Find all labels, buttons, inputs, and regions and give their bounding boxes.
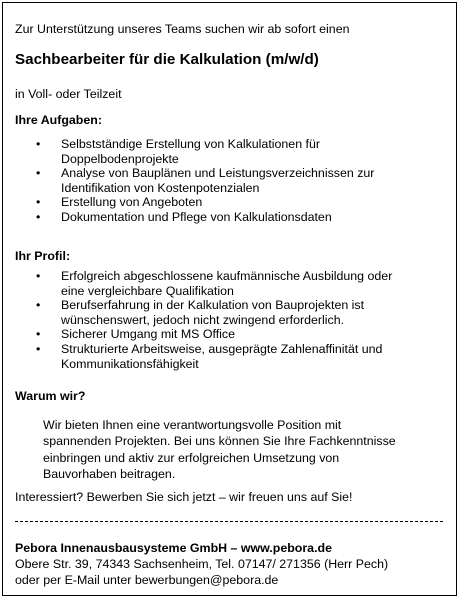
- offer-line: einbringen und aktiv zur erfolgreichen Umsetzung von: [43, 450, 340, 465]
- tasks-heading: Ihre Aufgaben:: [15, 113, 102, 127]
- offer-heading: Warum wir?: [15, 389, 86, 403]
- list-item-text: Dokumentation und Pflege von Kalkulationsdaten: [61, 209, 332, 224]
- company-line: Pebora Innenausbausysteme GmbH – www.pebora.de: [15, 541, 332, 555]
- list-item: [0, 137, 374, 166]
- closing-text: Interessiert? Bewerben Sie sich jetzt – wir freuen uns auf Sie!: [15, 490, 353, 504]
- bullet-icon: •: [36, 166, 41, 181]
- list-item: [0, 298, 392, 327]
- offer-line: Wir bieten Ihnen eine verantwortungsvolle Position mit: [43, 418, 342, 432]
- offer-line: spannenden Projekten. Bei uns können Sie Ihre Fachkenntnisse: [43, 434, 396, 449]
- list-item-text: Erstellung von Angeboten: [61, 195, 203, 210]
- email-line: oder per E-Mail unter bewerbungen@pebora.de: [15, 573, 279, 587]
- list-item: [0, 269, 392, 298]
- list-item-text: eine vergleichbare Qualifikation: [61, 283, 234, 298]
- list-item-text: Sicherer Umgang mit MS Office: [61, 327, 235, 342]
- address-line: Obere Str. 39, 74343 Sachsenheim, Tel. 07147/ 271356 (Herr Pech): [15, 557, 389, 571]
- list-item-text: Identifikation von Kostenpotenzialen: [61, 180, 260, 195]
- intro-text: Zur Unterstützung unseres Teams suchen wir ab sofort einen: [15, 22, 350, 36]
- divider: [15, 521, 443, 522]
- bullet-icon: •: [36, 195, 41, 210]
- list-item-text: Analyse von Bauplänen und Leistungsverzeichnissen zur: [61, 166, 375, 181]
- list-item-text: Erfolgreich abgeschlossene kaufmännische Ausbildung oder: [61, 269, 393, 283]
- bullet-icon: •: [36, 298, 41, 313]
- list-item-text: Doppelbodenprojekte: [61, 151, 179, 166]
- profile-heading: Ihr Profil:: [15, 249, 71, 263]
- list-item-text: Selbstständige Erstellung von Kalkulationen für: [61, 137, 320, 151]
- tasks-list: [0, 137, 374, 225]
- list-item: [0, 210, 374, 225]
- list-item: [0, 327, 392, 342]
- worktime-text: in Voll- oder Teilzeit: [15, 87, 122, 101]
- list-item: [0, 166, 374, 195]
- bullet-icon: •: [36, 137, 41, 151]
- bullet-icon: •: [36, 269, 41, 283]
- list-item-text: Strukturierte Arbeitsweise, ausgeprägte Zahlenaffinität und: [61, 341, 383, 356]
- profile-list: [0, 269, 392, 371]
- offer-line: Bauvorhaben beitragen.: [43, 466, 176, 481]
- offer-paragraph: [43, 417, 403, 482]
- list-item-text: Berufserfahrung in der Kalkulation von Bauprojekten ist: [61, 298, 365, 313]
- list-item: [0, 342, 392, 371]
- bullet-icon: •: [36, 341, 41, 356]
- bullet-icon: •: [36, 209, 41, 224]
- bullet-icon: •: [36, 327, 41, 342]
- list-item-text: wünschenswert, jedoch nicht zwingend erforderlich.: [61, 312, 345, 327]
- list-item: [0, 195, 374, 210]
- job-title: Sachbearbeiter für die Kalkulation (m/w/d): [15, 51, 319, 68]
- list-item-text: Kommunikationsfähigkeit: [61, 356, 199, 371]
